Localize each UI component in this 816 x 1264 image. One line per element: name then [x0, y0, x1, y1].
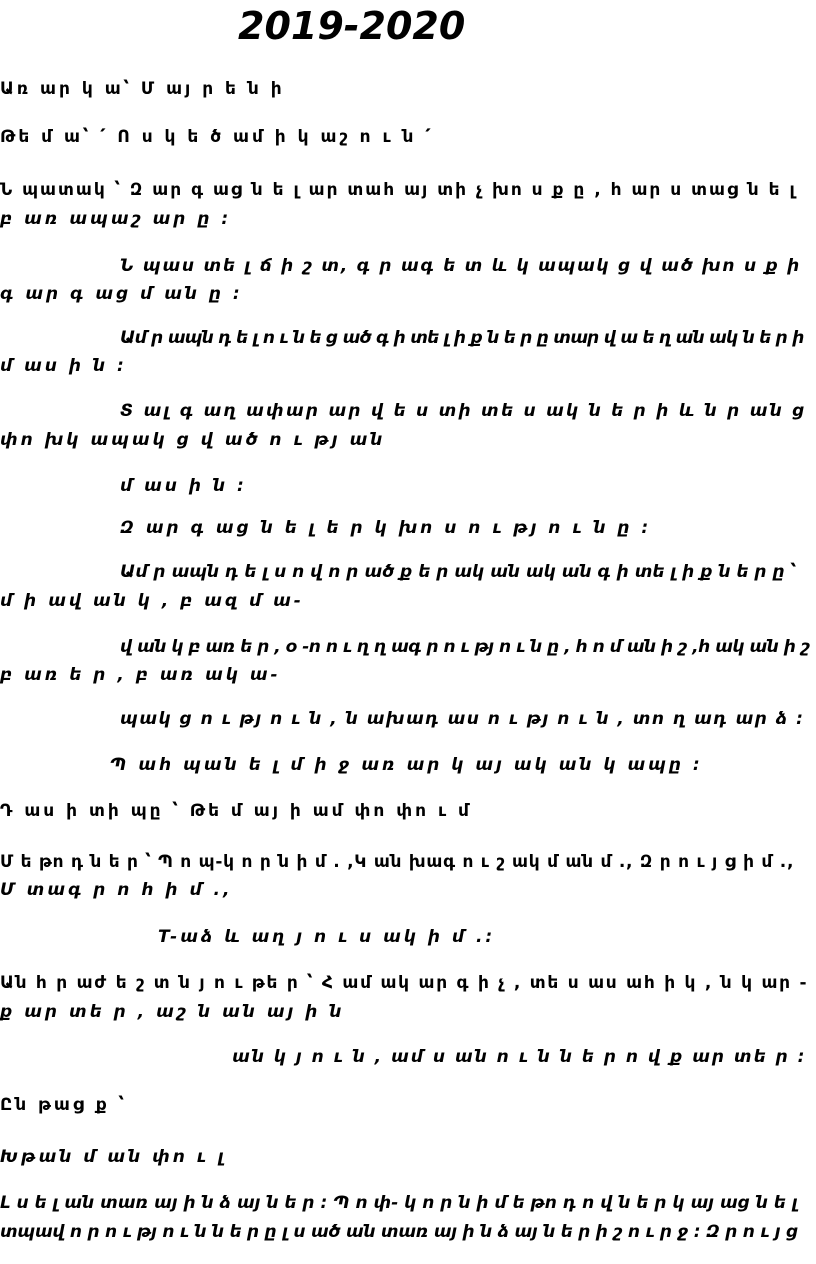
objective-line: Պ ահ պան ե լ մ ի ջ առ ար կ այ ակ ան կ ապը :	[110, 755, 703, 775]
materials-line-cont: ք ար տե ր , աշ ն ան այ ի ն	[0, 1002, 345, 1022]
lesson-type-line: Դ աս ի տի պը ՝ Թե մ այ ի ամ փո փո ւ մ	[0, 801, 472, 821]
objective-line-cont: պակ ց ո ւ թյ ո ւ ն , ն ախադ աս ո ւ թյ ո ւ ն , տո ղ ադ ար ձ :	[120, 709, 805, 729]
document-year-title: 2019-2020	[238, 4, 466, 48]
materials-line-cont: ան կ յ ո ւ ն , ամ ս ան ո ւ ն ն ե ր ո վ ք ար տե ր :	[232, 1047, 807, 1067]
objective-line: Ն պաս տե լ ճ ի շ տ, գ ր ագ ե տ և կ ապակ ց վ ած խո ս ք ի	[120, 256, 802, 276]
subject-line: Առ ար կ ա՝ Մ այ ր ե ն ի	[0, 79, 285, 99]
objective-line-cont: բ առ ե ր , բ առ ակ ա-	[0, 665, 281, 685]
objective-line: Ամ ր ապն դ ե լ ո ւ ն ե ց ած գ ի տե լ ի ք ն ե ր ը տար վ ա ե ղ ան ակ ն ե ր ի	[120, 328, 804, 348]
methods-line-cont: T-աձ և աղ յ ո ւ ս ակ ի մ .:	[158, 927, 496, 947]
objective-line: Ամ ր ապն դ ե լ ս ո վ ո ր ած ք ե ր ակ ան ակ ան գ ի տե լ ի ք ն ե ր ը ՝	[120, 562, 797, 582]
procedure-line: տպավ ո ր ո ւ թյ ո ւ ն ն ե ր ը լ ս ած ան տառ այ ի ն ձ այ ն ե ր ի շ ո ւ ր ջ : Զ ր ո ւ յ ց	[0, 1222, 798, 1242]
procedure-heading: Ըն թաց ք ՝	[0, 1095, 128, 1115]
objective-line: Տ ալ գ աղ ափար ար վ ե ս տի տե ս ակ ն ե ր ի և ն ր ան ց	[120, 401, 807, 421]
methods-line: Մ ե թո դ ն ե ր ՝ Պ ո պ-կ ո ր ն ի մ . ,Կ ան խագ ո ւ շ ակ մ ան մ ., Զ ր ո ւ յ ց ի մ .,	[0, 852, 795, 872]
objective-line-cont: գ ար գ աց մ ան ը :	[0, 284, 243, 304]
objective-line-cont: մ աս ի ն :	[0, 356, 127, 376]
materials-line: Ան հ ր աժ ե շ տ ն յ ո ւ թե ր ՝ Հ ամ ակ ար գ ի չ , տե ս աս ահ ի կ , ն կ ար -	[0, 973, 809, 993]
objective-line: Զ ար գ աց ն ե լ ե ր կ խո ս ո ւ թյ ո ւ ն ը :	[120, 518, 652, 538]
goal-line: Ն պատակ ՝ Զ ար գ աց ն ե լ ար տահ այ տի չ խո ս ք ը , հ ար ս տաց ն ե լ	[0, 180, 797, 200]
objective-line: վ ան կ բ առ ե ր , օ -ո ո ւ ղ ղ ագ ր ո ւ թյ ո ւ ն ը , հ ո մ ան ի շ ,հ ակ ան ի շ	[120, 637, 810, 657]
stage-heading: Խթան մ ան փո ւ լ	[0, 1147, 227, 1167]
topic-line: Թե մ ա՝ ՛ Ո ս կ ե ծ ամ ի կ աշ ո ւ ն ՛	[0, 127, 434, 147]
objective-line-cont: մ աս ի ն :	[120, 476, 247, 496]
objective-line-cont: փո խկ ապակ ց վ ած ո ւ թյ ան	[0, 430, 386, 450]
methods-line-cont: Մ տագ ր ո հ ի մ .,	[0, 880, 233, 900]
objective-line-cont: մ ի ավ ան կ , բ ազ մ ա-	[0, 591, 304, 611]
procedure-line: Լ ս ե լ ան տառ այ ի ն ձ այ ն ե ր : Պ ո փ- կ ո ր ն ի մ ե թո դ ո վ ն ե ր կ այ աց ն ե լ	[0, 1193, 798, 1213]
goal-line-cont: բ առ ապաշ ար ը :	[0, 209, 232, 229]
